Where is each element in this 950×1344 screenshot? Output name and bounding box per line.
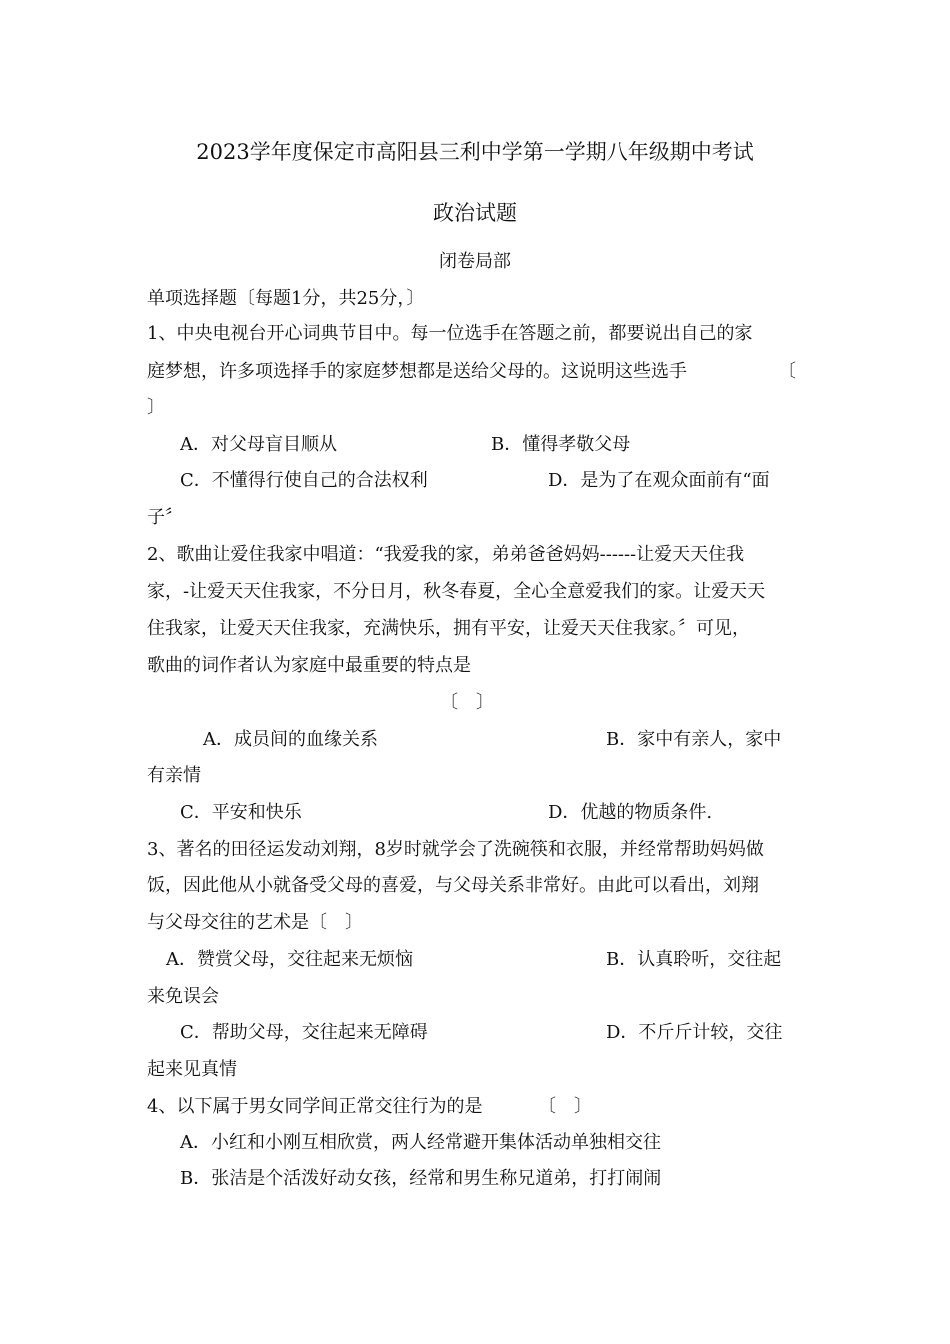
- q3-line1: 3、著名的田径运发动刘翔，8岁时就学会了洗碗筷和衣服，并经常帮助妈妈做: [147, 839, 764, 860]
- q2-line4: 歌曲的词作者认为家庭中最重要的特点是: [147, 655, 471, 676]
- exam-subtitle: 政治试题: [433, 201, 517, 225]
- q1-bracket-close: 〕: [147, 397, 165, 418]
- q2-option-b: B．家中有亲人，家中: [606, 729, 782, 750]
- q2-option-b-cont: 有亲情: [147, 765, 201, 786]
- q1-line1: 1、中央电视台开心词典节目中。每一位选手在答题之前，都要说出自己的家: [147, 323, 753, 344]
- q3-option-b-cont: 来免误会: [147, 986, 219, 1007]
- q3-option-b: B．认真聆听，交往起: [606, 949, 782, 970]
- q1-option-d: D．是为了在观众面前有“面: [548, 470, 770, 491]
- q3-option-d-cont: 起来见真情: [147, 1059, 237, 1080]
- q4-option-a: A．小红和小刚互相欣赏，两人经常避开集体活动单独相交往: [180, 1132, 661, 1153]
- q2-line2: 家，-让爱天天住我家，不分日月，秋冬春夏，全心全意爱我们的家。让爱天天: [147, 581, 766, 602]
- q1-bracket-open: 〔: [778, 361, 796, 382]
- q4-bracket: 〔 〕: [538, 1096, 592, 1117]
- q3-line2: 饭，因此他从小就备受父母的喜爱，与父母关系非常好。由此可以看出，刘翔: [147, 875, 759, 896]
- q1-line2: 庭梦想，许多项选择手的家庭梦想都是送给父母的。这说明这些选手: [147, 361, 687, 382]
- exam-title: 2023学年度保定市高阳县三利中学第一学期八年级期中考试: [196, 140, 754, 164]
- q4-line1: 4、以下属于男女同学间正常交往行为的是: [147, 1096, 483, 1117]
- section-label: 闭卷局部: [439, 251, 511, 272]
- instructions: 单项选择题〔每题1分，共25分，〕: [147, 288, 425, 309]
- q3-line3: 与父母交往的艺术是〔 〕: [147, 912, 363, 933]
- q3-option-a: A．赞赏父母，交往起来无烦恼: [166, 949, 413, 970]
- q1-option-a: A．对父母盲目顺从: [180, 434, 337, 455]
- q2-option-a: A．成员间的血缘关系: [203, 729, 378, 750]
- q2-option-c: C．平安和快乐: [180, 802, 302, 823]
- q1-option-c: C．不懂得行使自己的合法权利: [180, 470, 428, 491]
- q1-option-b: B．懂得孝敬父母: [491, 434, 631, 455]
- q4-option-b: B．张洁是个活泼好动女孩，经常和男生称兄道弟，打打闹闹: [180, 1168, 662, 1189]
- q3-option-d: D．不斤斤计较，交往: [606, 1022, 783, 1043]
- q2-line3: 住我家，让爱天天住我家，充满快乐，拥有平安，让爱天天住我家。〞可见，: [147, 618, 750, 639]
- q2-bracket: 〔 〕: [440, 692, 494, 713]
- q3-option-c: C．帮助父母，交往起来无障碍: [180, 1022, 428, 1043]
- q2-option-d: D．优越的物质条件.: [548, 802, 713, 823]
- q2-line1: 2、歌曲让爱住我家中唱道：“我爱我的家，弟弟爸爸妈妈------让爱天天住我: [147, 544, 745, 565]
- q1-option-d-cont: 子〞: [147, 507, 183, 528]
